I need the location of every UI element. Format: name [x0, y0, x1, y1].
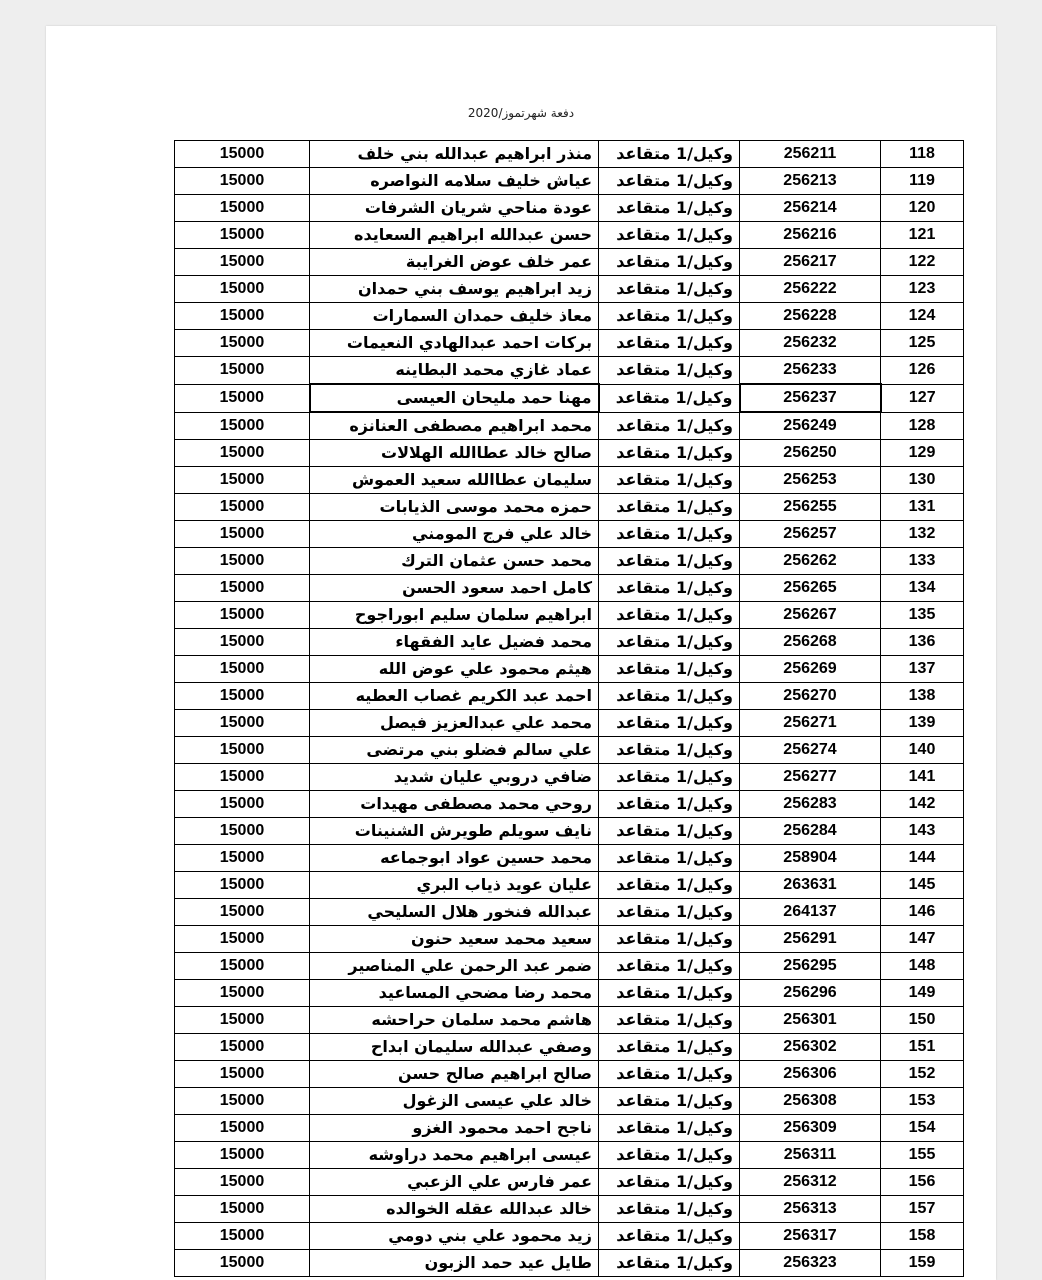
row-index-cell: 146	[881, 899, 964, 926]
row-index-cell: 131	[881, 494, 964, 521]
row-number-cell: 256306	[740, 1061, 881, 1088]
row-role-cell: وكيل/1 متقاعد	[599, 276, 740, 303]
row-role-cell: وكيل/1 متقاعد	[599, 330, 740, 357]
row-number-cell: 256277	[740, 764, 881, 791]
row-index-cell: 155	[881, 1142, 964, 1169]
row-role-cell: وكيل/1 متقاعد	[599, 1007, 740, 1034]
row-index-cell: 149	[881, 980, 964, 1007]
row-amount-cell: 15000	[175, 303, 310, 330]
table-row	[175, 737, 964, 764]
row-name-cell: صالح خالد عطاالله الهلالات	[310, 440, 599, 467]
table-row	[175, 1169, 964, 1196]
row-amount-cell: 15000	[175, 357, 310, 385]
table-row	[175, 1061, 964, 1088]
row-amount-cell: 15000	[175, 141, 310, 168]
row-amount-cell: 15000	[175, 1115, 310, 1142]
row-amount-cell: 15000	[175, 521, 310, 548]
row-amount-cell: 15000	[175, 1250, 310, 1277]
table-row	[175, 357, 964, 385]
row-name-cell: صالح ابراهيم صالح حسن	[310, 1061, 599, 1088]
table-row	[175, 222, 964, 249]
row-role-cell: وكيل/1 متقاعد	[599, 629, 740, 656]
row-name-cell: كامل احمد سعود الحسن	[310, 575, 599, 602]
row-name-cell: سليمان عطاالله سعيد العموش	[310, 467, 599, 494]
table-row	[175, 953, 964, 980]
table-row	[175, 980, 964, 1007]
row-role-cell: وكيل/1 متقاعد	[599, 521, 740, 548]
row-role-cell: وكيل/1 متقاعد	[599, 1034, 740, 1061]
row-index-cell: 130	[881, 467, 964, 494]
row-role-cell: وكيل/1 متقاعد	[599, 926, 740, 953]
row-index-cell: 120	[881, 195, 964, 222]
row-amount-cell: 15000	[175, 1196, 310, 1223]
table-row	[175, 899, 964, 926]
row-index-cell: 137	[881, 656, 964, 683]
row-name-cell: محمد رضا مضحي المساعيد	[310, 980, 599, 1007]
row-name-cell: سعيد محمد سعيد حنون	[310, 926, 599, 953]
row-amount-cell: 15000	[175, 249, 310, 276]
row-role-cell: وكيل/1 متقاعد	[599, 953, 740, 980]
row-role-cell: وكيل/1 متقاعد	[599, 222, 740, 249]
row-number-cell: 256228	[740, 303, 881, 330]
row-name-cell: عمر خلف عوض الغرايبة	[310, 249, 599, 276]
row-name-cell: محمد ابراهيم مصطفى العنانزه	[310, 412, 599, 440]
table-row	[175, 141, 964, 168]
row-number-cell: 256302	[740, 1034, 881, 1061]
row-number-cell: 256217	[740, 249, 881, 276]
row-name-cell: وصفي عبدالله سليمان ابداح	[310, 1034, 599, 1061]
table-row	[175, 656, 964, 683]
row-name-cell: منذر ابراهيم عبدالله بني خلف	[310, 141, 599, 168]
row-role-cell: وكيل/1 متقاعد	[599, 440, 740, 467]
row-index-cell: 134	[881, 575, 964, 602]
row-index-cell: 126	[881, 357, 964, 385]
table-row	[175, 467, 964, 494]
row-name-cell: محمد حسن عثمان الترك	[310, 548, 599, 575]
row-amount-cell: 15000	[175, 602, 310, 629]
row-role-cell: وكيل/1 متقاعد	[599, 575, 740, 602]
row-role-cell: وكيل/1 متقاعد	[599, 1061, 740, 1088]
row-index-cell: 119	[881, 168, 964, 195]
row-index-cell: 147	[881, 926, 964, 953]
row-index-cell: 143	[881, 818, 964, 845]
row-index-cell: 152	[881, 1061, 964, 1088]
row-amount-cell: 15000	[175, 548, 310, 575]
row-role-cell: وكيل/1 متقاعد	[599, 764, 740, 791]
row-index-cell: 125	[881, 330, 964, 357]
row-amount-cell: 15000	[175, 845, 310, 872]
row-role-cell: وكيل/1 متقاعد	[599, 384, 740, 412]
table-row	[175, 303, 964, 330]
row-index-cell: 156	[881, 1169, 964, 1196]
row-index-cell: 136	[881, 629, 964, 656]
row-name-cell: محمد حسين عواد ابوجماعه	[310, 845, 599, 872]
row-name-cell: نايف سويلم طويرش الشنينات	[310, 818, 599, 845]
row-number-cell: 256269	[740, 656, 881, 683]
row-number-cell: 256233	[740, 357, 881, 385]
row-role-cell: وكيل/1 متقاعد	[599, 980, 740, 1007]
row-amount-cell: 15000	[175, 872, 310, 899]
row-name-cell: عليان عويد ذياب البري	[310, 872, 599, 899]
row-name-cell: روحي محمد مصطفى مهيدات	[310, 791, 599, 818]
row-name-cell: خالد عبدالله عقله الخوالده	[310, 1196, 599, 1223]
row-index-cell: 153	[881, 1088, 964, 1115]
row-index-cell: 159	[881, 1250, 964, 1277]
row-role-cell: وكيل/1 متقاعد	[599, 845, 740, 872]
row-role-cell: وكيل/1 متقاعد	[599, 141, 740, 168]
row-role-cell: وكيل/1 متقاعد	[599, 683, 740, 710]
row-amount-cell: 15000	[175, 737, 310, 764]
table-row	[175, 629, 964, 656]
row-name-cell: محمد علي عبدالعزيز فيصل	[310, 710, 599, 737]
row-index-cell: 157	[881, 1196, 964, 1223]
row-name-cell: طايل عيد حمد الزبون	[310, 1250, 599, 1277]
row-number-cell: 256250	[740, 440, 881, 467]
table-row	[175, 791, 964, 818]
row-amount-cell: 15000	[175, 791, 310, 818]
row-number-cell: 256237	[740, 384, 881, 412]
row-index-cell: 154	[881, 1115, 964, 1142]
row-name-cell: علي سالم فضلو بني مرتضى	[310, 737, 599, 764]
row-role-cell: وكيل/1 متقاعد	[599, 494, 740, 521]
table-row	[175, 330, 964, 357]
row-name-cell: عمر فارس علي الزعبي	[310, 1169, 599, 1196]
row-number-cell: 256283	[740, 791, 881, 818]
row-index-cell: 133	[881, 548, 964, 575]
row-name-cell: زيد محمود علي بني دومي	[310, 1223, 599, 1250]
table-row	[175, 683, 964, 710]
row-number-cell: 256249	[740, 412, 881, 440]
row-amount-cell: 15000	[175, 899, 310, 926]
row-index-cell: 151	[881, 1034, 964, 1061]
row-number-cell: 256216	[740, 222, 881, 249]
row-name-cell: احمد عبد الكريم غصاب العطيه	[310, 683, 599, 710]
row-amount-cell: 15000	[175, 276, 310, 303]
row-amount-cell: 15000	[175, 710, 310, 737]
row-amount-cell: 15000	[175, 656, 310, 683]
row-role-cell: وكيل/1 متقاعد	[599, 737, 740, 764]
row-role-cell: وكيل/1 متقاعد	[599, 357, 740, 385]
row-amount-cell: 15000	[175, 1007, 310, 1034]
table-row	[175, 602, 964, 629]
table-row	[175, 1142, 964, 1169]
table-row	[175, 494, 964, 521]
row-role-cell: وكيل/1 متقاعد	[599, 548, 740, 575]
table-row	[175, 845, 964, 872]
row-name-cell: عودة مناحي شريان الشرفات	[310, 195, 599, 222]
row-amount-cell: 15000	[175, 926, 310, 953]
payment-table	[174, 140, 964, 1277]
row-name-cell: ناجح احمد محمود الغزو	[310, 1115, 599, 1142]
row-role-cell: وكيل/1 متقاعد	[599, 1223, 740, 1250]
row-role-cell: وكيل/1 متقاعد	[599, 1115, 740, 1142]
row-number-cell: 258904	[740, 845, 881, 872]
row-index-cell: 124	[881, 303, 964, 330]
row-name-cell: خالد علي فرج المومني	[310, 521, 599, 548]
row-amount-cell: 15000	[175, 330, 310, 357]
row-role-cell: وكيل/1 متقاعد	[599, 656, 740, 683]
row-amount-cell: 15000	[175, 818, 310, 845]
table-row	[175, 168, 964, 195]
document-page	[46, 26, 996, 1280]
row-name-cell: هاشم محمد سلمان حراحشه	[310, 1007, 599, 1034]
table-row	[175, 1250, 964, 1277]
row-number-cell: 264137	[740, 899, 881, 926]
row-number-cell: 256291	[740, 926, 881, 953]
table-row	[175, 1196, 964, 1223]
row-amount-cell: 15000	[175, 168, 310, 195]
table-row	[175, 818, 964, 845]
table-row	[175, 926, 964, 953]
row-number-cell: 256271	[740, 710, 881, 737]
table-row	[175, 764, 964, 791]
row-role-cell: وكيل/1 متقاعد	[599, 872, 740, 899]
row-name-cell: عماد غازي محمد البطاينه	[310, 357, 599, 385]
table-row	[175, 276, 964, 303]
row-role-cell: وكيل/1 متقاعد	[599, 168, 740, 195]
row-number-cell: 256317	[740, 1223, 881, 1250]
row-amount-cell: 15000	[175, 629, 310, 656]
row-role-cell: وكيل/1 متقاعد	[599, 1169, 740, 1196]
row-number-cell: 256211	[740, 141, 881, 168]
row-number-cell: 256270	[740, 683, 881, 710]
row-index-cell: 127	[881, 384, 964, 412]
row-number-cell: 256268	[740, 629, 881, 656]
row-amount-cell: 15000	[175, 412, 310, 440]
row-number-cell: 256257	[740, 521, 881, 548]
row-number-cell: 263631	[740, 872, 881, 899]
row-index-cell: 118	[881, 141, 964, 168]
row-number-cell: 256214	[740, 195, 881, 222]
row-number-cell: 256274	[740, 737, 881, 764]
row-number-cell: 256309	[740, 1115, 881, 1142]
row-index-cell: 158	[881, 1223, 964, 1250]
row-number-cell: 256284	[740, 818, 881, 845]
table-row	[175, 872, 964, 899]
row-role-cell: وكيل/1 متقاعد	[599, 249, 740, 276]
row-amount-cell: 15000	[175, 683, 310, 710]
row-amount-cell: 15000	[175, 494, 310, 521]
row-name-cell: محمد فضيل عايد الفقهاء	[310, 629, 599, 656]
row-number-cell: 256265	[740, 575, 881, 602]
row-index-cell: 150	[881, 1007, 964, 1034]
row-name-cell: مهنا حمد مليحان العيسى	[310, 384, 599, 412]
row-name-cell: بركات احمد عبدالهادي النعيمات	[310, 330, 599, 357]
row-role-cell: وكيل/1 متقاعد	[599, 303, 740, 330]
row-amount-cell: 15000	[175, 980, 310, 1007]
table-row	[175, 575, 964, 602]
row-name-cell: ضافي دروبي عليان شديد	[310, 764, 599, 791]
row-role-cell: وكيل/1 متقاعد	[599, 899, 740, 926]
table-row	[175, 1034, 964, 1061]
row-name-cell: هيثم محمود علي عوض الله	[310, 656, 599, 683]
row-number-cell: 256295	[740, 953, 881, 980]
row-amount-cell: 15000	[175, 222, 310, 249]
row-amount-cell: 15000	[175, 195, 310, 222]
row-name-cell: معاذ خليف حمدان السمارات	[310, 303, 599, 330]
row-number-cell: 256313	[740, 1196, 881, 1223]
row-amount-cell: 15000	[175, 1088, 310, 1115]
row-role-cell: وكيل/1 متقاعد	[599, 412, 740, 440]
row-index-cell: 141	[881, 764, 964, 791]
row-name-cell: عبدالله فنخور هلال السليحي	[310, 899, 599, 926]
row-number-cell: 256311	[740, 1142, 881, 1169]
table-row	[175, 384, 964, 412]
row-role-cell: وكيل/1 متقاعد	[599, 1142, 740, 1169]
row-role-cell: وكيل/1 متقاعد	[599, 467, 740, 494]
row-number-cell: 256255	[740, 494, 881, 521]
row-amount-cell: 15000	[175, 1061, 310, 1088]
row-index-cell: 132	[881, 521, 964, 548]
row-number-cell: 256296	[740, 980, 881, 1007]
table-row	[175, 548, 964, 575]
row-amount-cell: 15000	[175, 575, 310, 602]
row-role-cell: وكيل/1 متقاعد	[599, 1250, 740, 1277]
row-name-cell: عيسى ابراهيم محمد دراوشه	[310, 1142, 599, 1169]
row-amount-cell: 15000	[175, 953, 310, 980]
row-index-cell: 140	[881, 737, 964, 764]
row-amount-cell: 15000	[175, 1223, 310, 1250]
row-role-cell: وكيل/1 متقاعد	[599, 1088, 740, 1115]
row-name-cell: ابراهيم سلمان سليم ابوراجوح	[310, 602, 599, 629]
row-role-cell: وكيل/1 متقاعد	[599, 602, 740, 629]
row-index-cell: 122	[881, 249, 964, 276]
table-row	[175, 710, 964, 737]
row-index-cell: 121	[881, 222, 964, 249]
row-role-cell: وكيل/1 متقاعد	[599, 1196, 740, 1223]
row-number-cell: 256267	[740, 602, 881, 629]
row-number-cell: 256222	[740, 276, 881, 303]
payment-table-body	[175, 141, 964, 1277]
row-index-cell: 148	[881, 953, 964, 980]
row-index-cell: 138	[881, 683, 964, 710]
row-number-cell: 256323	[740, 1250, 881, 1277]
row-role-cell: وكيل/1 متقاعد	[599, 791, 740, 818]
row-role-cell: وكيل/1 متقاعد	[599, 195, 740, 222]
row-index-cell: 135	[881, 602, 964, 629]
table-row	[175, 1115, 964, 1142]
row-amount-cell: 15000	[175, 1034, 310, 1061]
row-number-cell: 256213	[740, 168, 881, 195]
document-title: دفعة شهرتموز/2020	[467, 106, 575, 120]
row-role-cell: وكيل/1 متقاعد	[599, 710, 740, 737]
row-name-cell: عياش خليف سلامه النواصره	[310, 168, 599, 195]
row-name-cell: خالد علي عيسى الزغول	[310, 1088, 599, 1115]
row-amount-cell: 15000	[175, 1169, 310, 1196]
table-row	[175, 249, 964, 276]
row-amount-cell: 15000	[175, 467, 310, 494]
table-row	[175, 521, 964, 548]
table-row	[175, 1223, 964, 1250]
row-number-cell: 256253	[740, 467, 881, 494]
row-name-cell: ضمر عبد الرحمن علي المناصير	[310, 953, 599, 980]
row-name-cell: زيد ابراهيم يوسف بني حمدان	[310, 276, 599, 303]
row-number-cell: 256262	[740, 548, 881, 575]
row-index-cell: 139	[881, 710, 964, 737]
table-row	[175, 1007, 964, 1034]
row-index-cell: 123	[881, 276, 964, 303]
row-role-cell: وكيل/1 متقاعد	[599, 818, 740, 845]
row-number-cell: 256232	[740, 330, 881, 357]
row-number-cell: 256308	[740, 1088, 881, 1115]
row-index-cell: 129	[881, 440, 964, 467]
row-index-cell: 145	[881, 872, 964, 899]
row-index-cell: 128	[881, 412, 964, 440]
row-amount-cell: 15000	[175, 1142, 310, 1169]
row-number-cell: 256312	[740, 1169, 881, 1196]
row-index-cell: 144	[881, 845, 964, 872]
table-row	[175, 1088, 964, 1115]
row-amount-cell: 15000	[175, 764, 310, 791]
row-number-cell: 256301	[740, 1007, 881, 1034]
table-row	[175, 195, 964, 222]
row-amount-cell: 15000	[175, 384, 310, 412]
table-row	[175, 440, 964, 467]
row-amount-cell: 15000	[175, 440, 310, 467]
table-row	[175, 412, 964, 440]
row-name-cell: حسن عبدالله ابراهيم السعايده	[310, 222, 599, 249]
row-name-cell: حمزه محمد موسى الذيابات	[310, 494, 599, 521]
row-index-cell: 142	[881, 791, 964, 818]
